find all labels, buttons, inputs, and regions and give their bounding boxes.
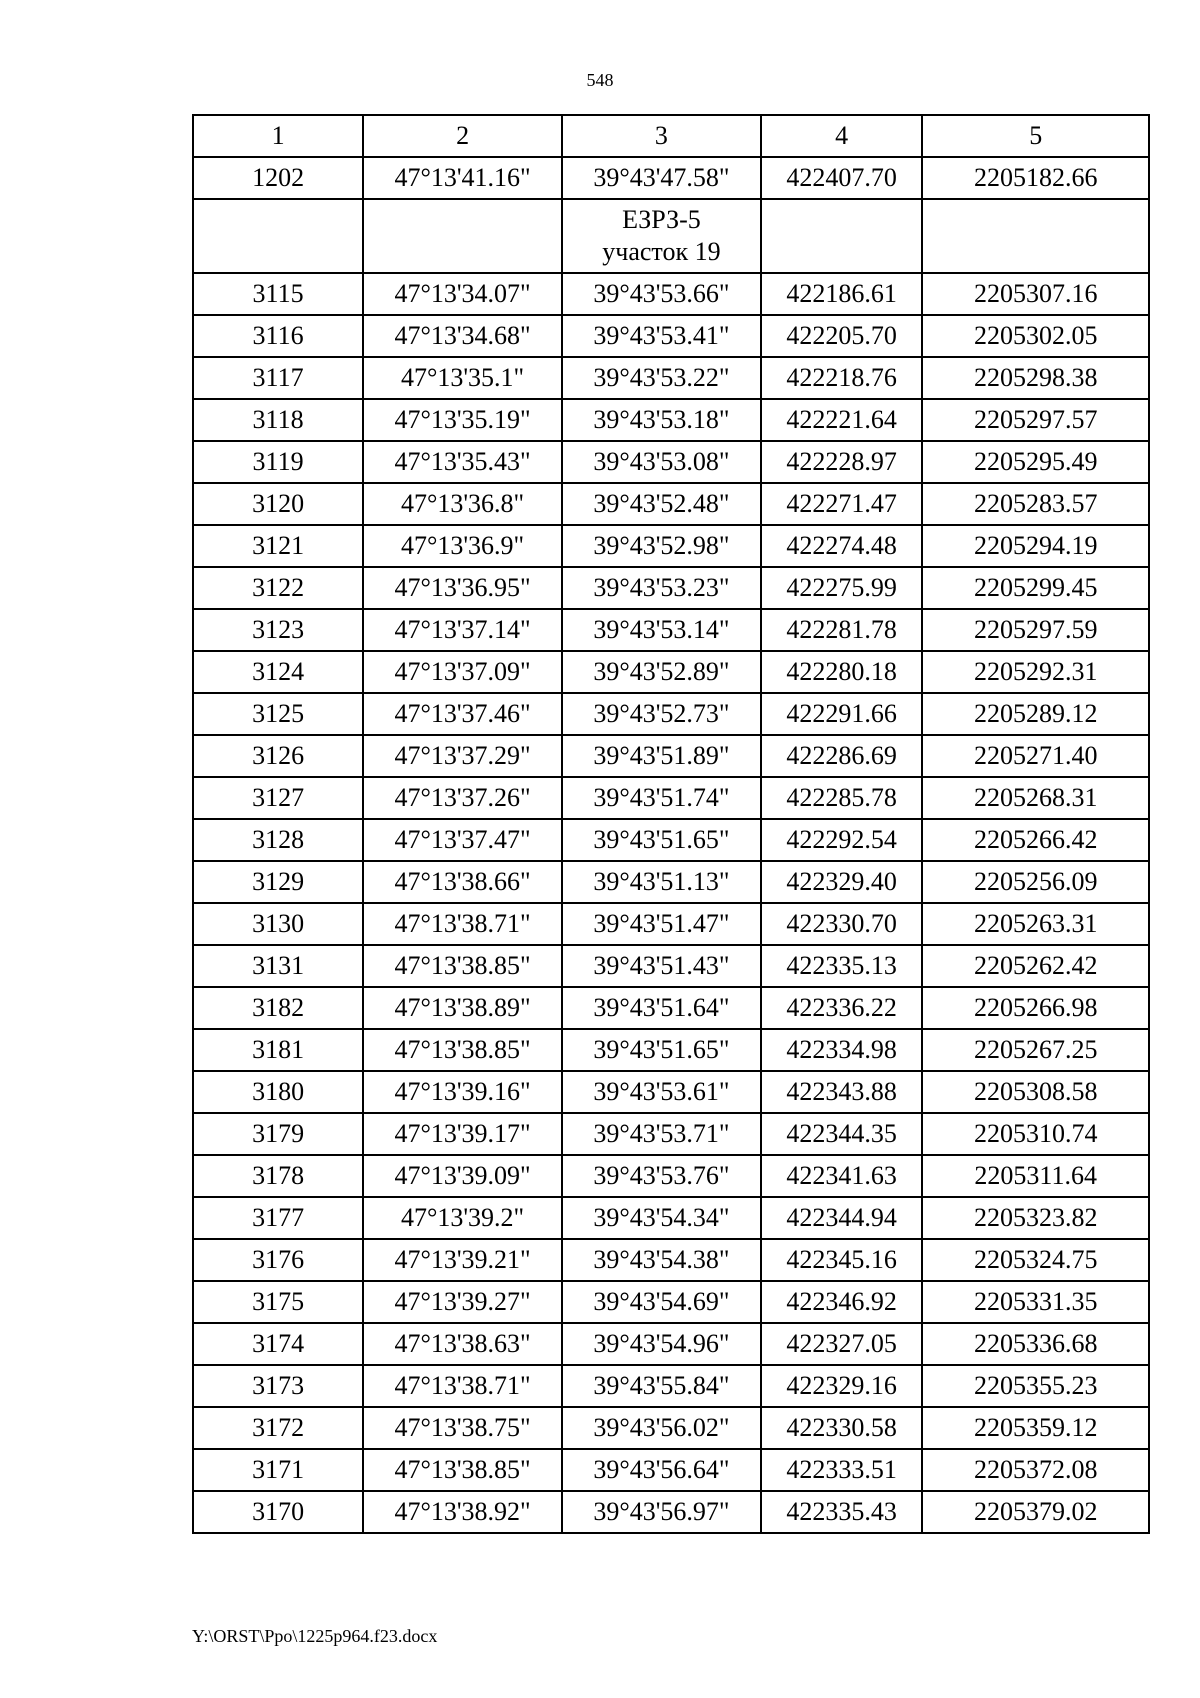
table-row	[193, 777, 1149, 819]
table-cell-col-1: 3120	[193, 483, 363, 525]
table-cell-col-1: 3176	[193, 1239, 363, 1281]
table-row	[193, 693, 1149, 735]
table-row	[193, 987, 1149, 1029]
table-cell-col-2: 47°13'34.07"	[363, 273, 562, 315]
table-cell-col-4: 422329.40	[761, 861, 923, 903]
table-row	[193, 903, 1149, 945]
table-row	[193, 399, 1149, 441]
table-cell-col-3: 39°43'53.22"	[562, 357, 761, 399]
table-cell-col-5: 2205268.31	[922, 777, 1149, 819]
table-cell-col-3: 39°43'56.02"	[562, 1407, 761, 1449]
table-cell-col-2: 47°13'36.9"	[363, 525, 562, 567]
table-cell-col-3: 39°43'52.98"	[562, 525, 761, 567]
table-cell-col-4: 422344.94	[761, 1197, 923, 1239]
table-cell-col-5: 2205336.68	[922, 1323, 1149, 1365]
table-cell-col-5: 2205331.35	[922, 1281, 1149, 1323]
table-cell-col-2: 47°13'36.8"	[363, 483, 562, 525]
table-cell-col-2: 47°13'38.63"	[363, 1323, 562, 1365]
table-cell-col-3: 39°43'53.18"	[562, 399, 761, 441]
section-cell-col-5	[922, 199, 1149, 273]
table-cell-col-2: 47°13'41.16"	[363, 157, 562, 199]
table-cell-col-4: 422280.18	[761, 651, 923, 693]
table-cell-col-4: 422343.88	[761, 1071, 923, 1113]
table-row	[193, 1029, 1149, 1071]
table-cell-col-3: 39°43'51.65"	[562, 1029, 761, 1071]
table-cell-col-5: 2205283.57	[922, 483, 1149, 525]
table-cell-col-3: 39°43'53.76"	[562, 1155, 761, 1197]
table-cell-col-4: 422335.43	[761, 1491, 923, 1533]
table-cell-col-5: 2205256.09	[922, 861, 1149, 903]
table-cell-col-5: 2205310.74	[922, 1113, 1149, 1155]
table-cell-col-1: 3178	[193, 1155, 363, 1197]
table-cell-col-3: 39°43'54.38"	[562, 1239, 761, 1281]
table-cell-col-2: 2	[363, 115, 562, 157]
table-cell-col-2: 47°13'39.2"	[363, 1197, 562, 1239]
table-cell-col-5: 2205307.16	[922, 273, 1149, 315]
table-cell-col-5: 2205182.66	[922, 157, 1149, 199]
table-cell-col-3: 39°43'51.74"	[562, 777, 761, 819]
table-cell-col-5: 2205302.05	[922, 315, 1149, 357]
table-cell-col-4: 422221.64	[761, 399, 923, 441]
table-cell-col-5: 2205297.57	[922, 399, 1149, 441]
table-cell-col-3: 39°43'54.34"	[562, 1197, 761, 1239]
table-row	[193, 567, 1149, 609]
table-cell-col-4: 422327.05	[761, 1323, 923, 1365]
table-row	[193, 1407, 1149, 1449]
table-cell-col-3: 39°43'54.69"	[562, 1281, 761, 1323]
section-cell-col-4	[761, 199, 923, 273]
table-cell-col-4: 422274.48	[761, 525, 923, 567]
table-cell-col-3: 39°43'51.13"	[562, 861, 761, 903]
table-cell-col-2: 47°13'38.66"	[363, 861, 562, 903]
table-cell-col-2: 47°13'36.95"	[363, 567, 562, 609]
table-cell-col-1: 3175	[193, 1281, 363, 1323]
section-cell-col-3	[562, 199, 761, 273]
table-cell-col-5: 2205298.38	[922, 357, 1149, 399]
table-cell-col-3: 39°43'53.66"	[562, 273, 761, 315]
table-cell-col-4: 422346.92	[761, 1281, 923, 1323]
table-cell-col-3: 39°43'53.71"	[562, 1113, 761, 1155]
table-cell-col-1: 3182	[193, 987, 363, 1029]
table-row	[193, 157, 1149, 199]
table-row	[193, 483, 1149, 525]
table-cell-col-5: 2205289.12	[922, 693, 1149, 735]
table-cell-col-1: 3179	[193, 1113, 363, 1155]
table-cell-col-4: 422329.16	[761, 1365, 923, 1407]
table-cell-col-2: 47°13'38.71"	[363, 1365, 562, 1407]
table-cell-col-3: 39°43'53.23"	[562, 567, 761, 609]
table-cell-col-2: 47°13'38.85"	[363, 945, 562, 987]
table-cell-col-3: 39°43'52.89"	[562, 651, 761, 693]
table-cell-col-2: 47°13'39.17"	[363, 1113, 562, 1155]
table-cell-col-2: 47°13'35.43"	[363, 441, 562, 483]
table-cell-col-3: 39°43'53.14"	[562, 609, 761, 651]
table-cell-col-4: 422330.58	[761, 1407, 923, 1449]
table-cell-col-3: 39°43'56.97"	[562, 1491, 761, 1533]
table-cell-col-2: 47°13'37.46"	[363, 693, 562, 735]
table-cell-col-1: 3119	[193, 441, 363, 483]
table-row	[193, 609, 1149, 651]
table-cell-col-5: 2205299.45	[922, 567, 1149, 609]
table-cell-col-5: 2205372.08	[922, 1449, 1149, 1491]
table-cell-col-5: 2205263.31	[922, 903, 1149, 945]
table-cell-col-2: 47°13'38.85"	[363, 1449, 562, 1491]
table-cell-col-5: 2205324.75	[922, 1239, 1149, 1281]
table-cell-col-1: 3118	[193, 399, 363, 441]
table-cell-col-3: 39°43'51.65"	[562, 819, 761, 861]
table-cell-col-2: 47°13'34.68"	[363, 315, 562, 357]
table-cell-col-3: 39°43'55.84"	[562, 1365, 761, 1407]
table-cell-col-2: 47°13'38.92"	[363, 1491, 562, 1533]
table-cell-col-3: 39°43'52.48"	[562, 483, 761, 525]
table-cell-col-1: 3124	[193, 651, 363, 693]
table-cell-col-2: 47°13'35.19"	[363, 399, 562, 441]
page-number: 548	[586, 70, 614, 90]
table-cell-col-1: 3125	[193, 693, 363, 735]
table-cell-col-5: 2205266.98	[922, 987, 1149, 1029]
table-cell-col-3: 39°43'53.61"	[562, 1071, 761, 1113]
table-cell-col-4: 422333.51	[761, 1449, 923, 1491]
table-cell-col-4: 422286.69	[761, 735, 923, 777]
table-cell-col-4: 422275.99	[761, 567, 923, 609]
table-cell-col-2: 47°13'39.27"	[363, 1281, 562, 1323]
table-cell-col-5: 2205311.64	[922, 1155, 1149, 1197]
table-row	[193, 357, 1149, 399]
table-cell-col-1: 3127	[193, 777, 363, 819]
table-row	[193, 651, 1149, 693]
table-row	[193, 1491, 1149, 1533]
table-cell-col-1: 3177	[193, 1197, 363, 1239]
table-cell-col-4: 422285.78	[761, 777, 923, 819]
table-row	[193, 1323, 1149, 1365]
table-cell-col-5: 2205359.12	[922, 1407, 1149, 1449]
table-cell-col-4: 422228.97	[761, 441, 923, 483]
table-cell-col-3: 39°43'54.96"	[562, 1323, 761, 1365]
table-cell-col-3: 39°43'51.89"	[562, 735, 761, 777]
table-cell-col-5: 2205292.31	[922, 651, 1149, 693]
section-cell-col-2	[363, 199, 562, 273]
table-row	[193, 1449, 1149, 1491]
table-cell-col-4: 422345.16	[761, 1239, 923, 1281]
table-row	[193, 1071, 1149, 1113]
table-row	[193, 273, 1149, 315]
table-row	[193, 819, 1149, 861]
table-cell-col-5: 2205271.40	[922, 735, 1149, 777]
table-cell-col-4: 422291.66	[761, 693, 923, 735]
table-cell-col-5: 2205297.59	[922, 609, 1149, 651]
table-cell-col-1: 3130	[193, 903, 363, 945]
table-cell-col-3: 39°43'52.73"	[562, 693, 761, 735]
table-cell-col-1: 3116	[193, 315, 363, 357]
table-cell-col-4: 422330.70	[761, 903, 923, 945]
table-row	[193, 1365, 1149, 1407]
table-cell-col-2: 47°13'37.29"	[363, 735, 562, 777]
table-row	[193, 1239, 1149, 1281]
table-cell-col-5: 2205308.58	[922, 1071, 1149, 1113]
table-cell-col-3: 39°43'53.08"	[562, 441, 761, 483]
table-cell-col-5: 2205267.25	[922, 1029, 1149, 1071]
table-cell-col-5: 2205295.49	[922, 441, 1149, 483]
table-cell-col-4: 422334.98	[761, 1029, 923, 1071]
table-row	[193, 315, 1149, 357]
section-subtitle: участок 19	[602, 237, 721, 266]
section-title: ЕЗРЗ-5	[622, 205, 701, 234]
table-cell-col-1: 3172	[193, 1407, 363, 1449]
table-cell-col-1: 3180	[193, 1071, 363, 1113]
table-cell-col-5: 2205355.23	[922, 1365, 1149, 1407]
table-cell-col-1: 3131	[193, 945, 363, 987]
table-cell-col-5: 2205294.19	[922, 525, 1149, 567]
table-cell-col-1: 3115	[193, 273, 363, 315]
table-cell-col-4: 422335.13	[761, 945, 923, 987]
table-cell-col-1: 3117	[193, 357, 363, 399]
table-cell-col-3: 39°43'53.41"	[562, 315, 761, 357]
table-cell-col-2: 47°13'38.71"	[363, 903, 562, 945]
section-label-row	[193, 199, 1149, 273]
table-cell-col-3: 3	[562, 115, 761, 157]
section-cell-col-1	[193, 199, 363, 273]
table-cell-col-4: 422336.22	[761, 987, 923, 1029]
table-row	[193, 861, 1149, 903]
table-row	[193, 441, 1149, 483]
table-cell-col-1: 1	[193, 115, 363, 157]
table-cell-col-1: 3181	[193, 1029, 363, 1071]
table-header-row	[193, 115, 1149, 157]
table-cell-col-4: 422205.70	[761, 315, 923, 357]
table-cell-col-4: 4	[761, 115, 923, 157]
table-cell-col-1: 3171	[193, 1449, 363, 1491]
table-cell-col-4: 422407.70	[761, 157, 923, 199]
table-cell-col-4: 422218.76	[761, 357, 923, 399]
table-cell-col-3: 39°43'51.47"	[562, 903, 761, 945]
table-row	[193, 735, 1149, 777]
table-cell-col-2: 47°13'37.26"	[363, 777, 562, 819]
table-cell-col-2: 47°13'37.09"	[363, 651, 562, 693]
table-cell-col-4: 422186.61	[761, 273, 923, 315]
table-cell-col-5: 2205262.42	[922, 945, 1149, 987]
table-row	[193, 945, 1149, 987]
table-cell-col-2: 47°13'39.21"	[363, 1239, 562, 1281]
table-row	[193, 1281, 1149, 1323]
table-cell-col-2: 47°13'35.1"	[363, 357, 562, 399]
table-body	[193, 115, 1149, 1533]
table-cell-col-1: 3129	[193, 861, 363, 903]
footer-file-path: Y:\ORST\Ppo\1225p964.f23.docx	[192, 1626, 438, 1646]
table-cell-col-4: 422281.78	[761, 609, 923, 651]
table-row	[193, 1155, 1149, 1197]
table-cell-col-3: 39°43'47.58"	[562, 157, 761, 199]
table-cell-col-5: 2205266.42	[922, 819, 1149, 861]
table-cell-col-3: 39°43'56.64"	[562, 1449, 761, 1491]
table-cell-col-1: 3126	[193, 735, 363, 777]
table-cell-col-2: 47°13'37.47"	[363, 819, 562, 861]
table-row	[193, 525, 1149, 567]
table-cell-col-4: 422292.54	[761, 819, 923, 861]
coordinates-table	[192, 114, 1150, 1534]
table-cell-col-4: 422341.63	[761, 1155, 923, 1197]
table-cell-col-2: 47°13'39.09"	[363, 1155, 562, 1197]
table-cell-col-1: 3170	[193, 1491, 363, 1533]
table-cell-col-1: 3128	[193, 819, 363, 861]
table-cell-col-2: 47°13'37.14"	[363, 609, 562, 651]
table-cell-col-5: 5	[922, 115, 1149, 157]
table-cell-col-5: 2205379.02	[922, 1491, 1149, 1533]
table-row	[193, 1197, 1149, 1239]
table-cell-col-1: 3173	[193, 1365, 363, 1407]
table-cell-col-3: 39°43'51.43"	[562, 945, 761, 987]
table-cell-col-1: 1202	[193, 157, 363, 199]
table-cell-col-1: 3123	[193, 609, 363, 651]
table-cell-col-1: 3174	[193, 1323, 363, 1365]
table-cell-col-4: 422271.47	[761, 483, 923, 525]
table-cell-col-3: 39°43'51.64"	[562, 987, 761, 1029]
table-cell-col-1: 3122	[193, 567, 363, 609]
table-cell-col-2: 47°13'38.75"	[363, 1407, 562, 1449]
table-cell-col-4: 422344.35	[761, 1113, 923, 1155]
table-cell-col-5: 2205323.82	[922, 1197, 1149, 1239]
table-cell-col-2: 47°13'39.16"	[363, 1071, 562, 1113]
table-cell-col-2: 47°13'38.89"	[363, 987, 562, 1029]
table-row	[193, 1113, 1149, 1155]
table-cell-col-1: 3121	[193, 525, 363, 567]
table-cell-col-2: 47°13'38.85"	[363, 1029, 562, 1071]
